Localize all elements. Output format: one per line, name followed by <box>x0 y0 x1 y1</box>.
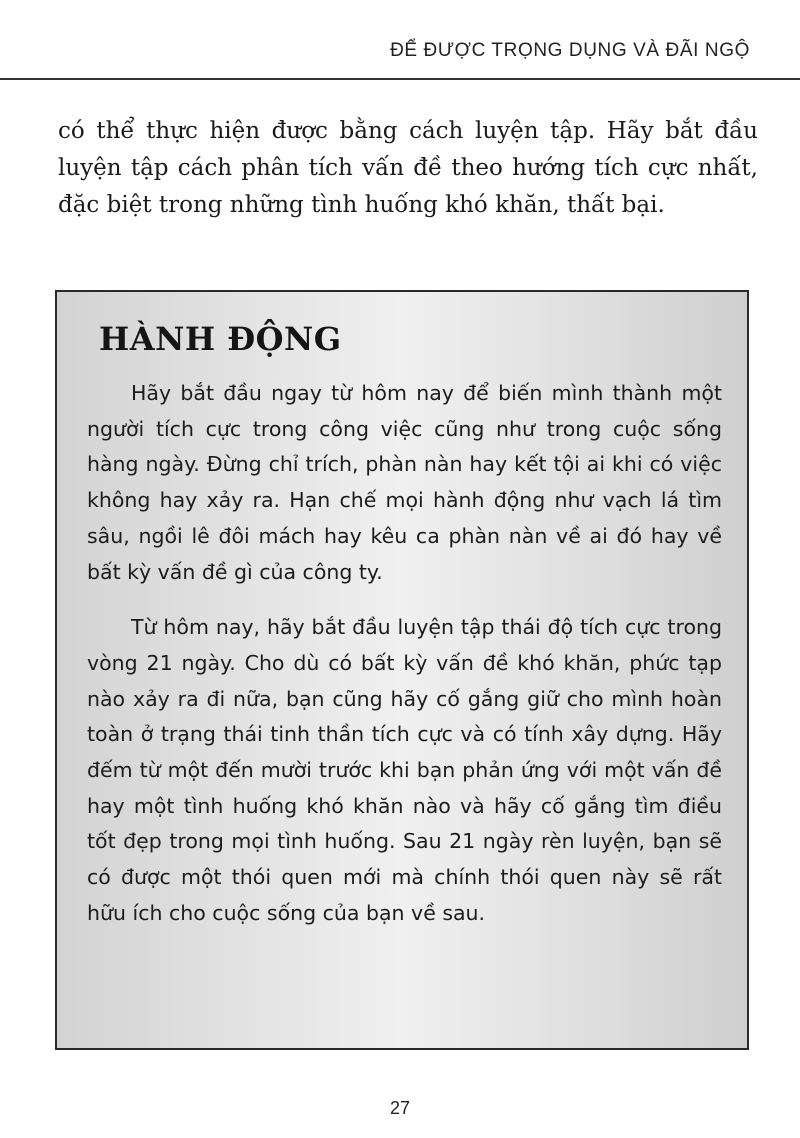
action-paragraph-1: Hãy bắt đầu ngay từ hôm nay để biến mình thành một người tích cực trong công việc cũng như trong cuộc sống hàng ngày. Đừng chỉ trích, phàn nàn hay kết tội ai khi có việc không hay xảy ra. Hạn chế mọi hành động như vạch lá tìm sâu, ngồi lê đôi mách hay kêu ca phàn nàn về ai đó hay về bất kỳ vấn đề gì của công ty. <box>87 381 722 584</box>
action-box <box>55 290 749 1050</box>
page-number: 27 <box>389 1098 411 1118</box>
header-divider <box>0 78 800 80</box>
running-header: ĐỂ ĐƯỢC TRỌNG DỤNG VÀ ĐÃI NGỘ <box>390 40 750 61</box>
intro-paragraph: có thể thực hiện được bằng cách luyện tập. Hãy bắt đầu luyện tập cách phân tích vấn đề theo hướng tích cực nhất, đặc biệt trong những tình huống khó khăn, thất bại. <box>58 118 758 218</box>
action-paragraph-2: Từ hôm nay, hãy bắt đầu luyện tập thái độ tích cực trong vòng 21 ngày. Cho dù có bất kỳ vấn đề khó khăn, phức tạp nào xảy ra đi nữa, bạn cũng hãy cố gắng giữ cho mình hoàn toàn ở trạng thái tinh thần tích cực và có tính xây dựng. Hãy đếm từ một đến mười trước khi bạn phản ứng với một vấn đề hay một tình huống khó khăn nào và hãy cố gắng tìm điều tốt đẹp trong mọi tình huống. Sau 21 ngày rèn luyện, bạn sẽ có được một thói quen mới mà chính thói quen này sẽ rất hữu ích cho cuộc sống của bạn về sau. <box>87 615 722 925</box>
action-box-title: HÀNH ĐỘNG <box>99 320 342 358</box>
intro-text-block <box>58 113 758 224</box>
action-box-body <box>87 376 722 952</box>
